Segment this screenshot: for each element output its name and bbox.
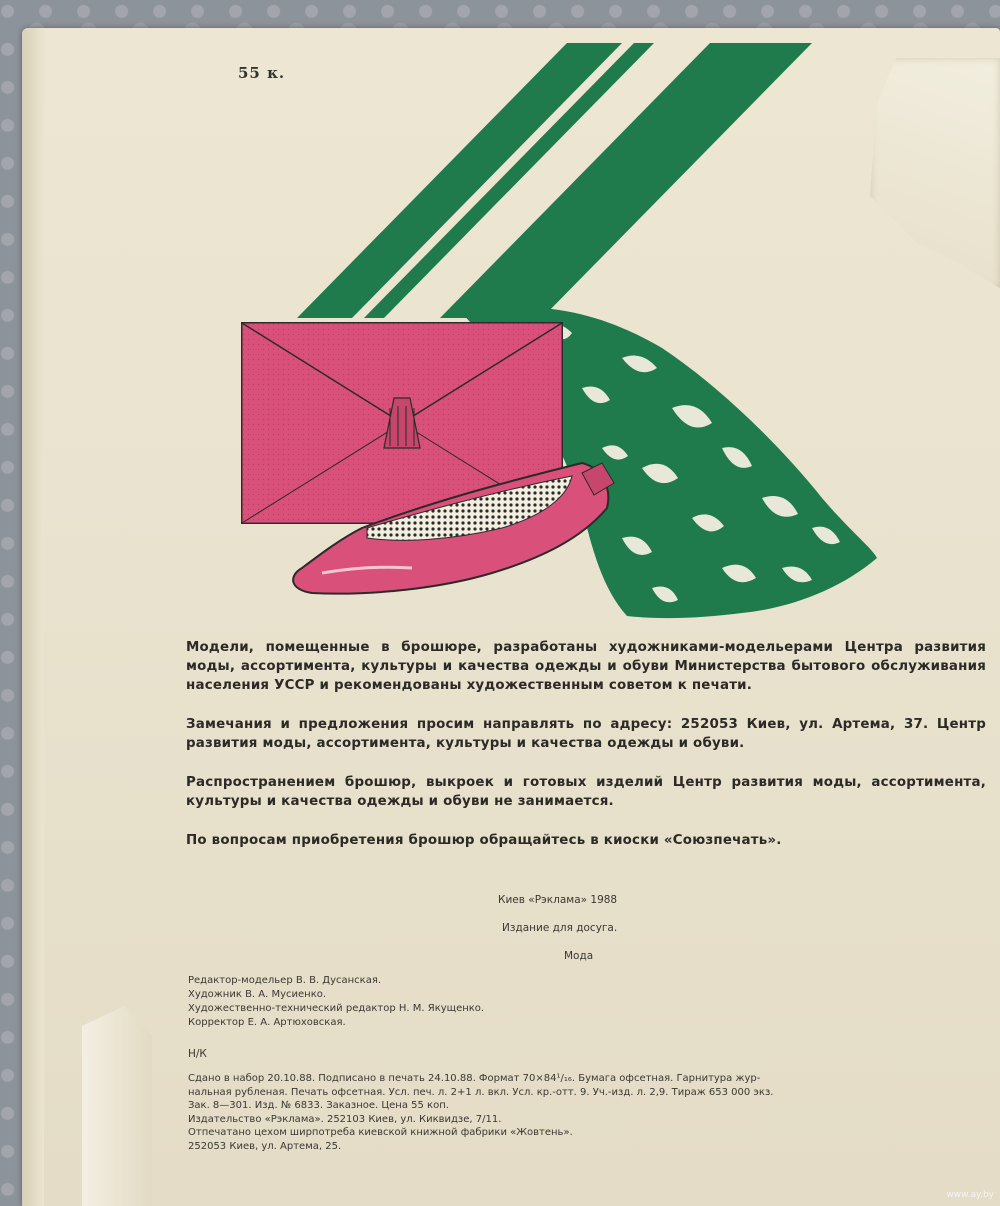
- imprint-line: нальная рубленая. Печать офсетная. Усл. печ. л. 2+1 л. вкл. Усл. кр.-отт. 9. Уч.-изд. л. 2,9. Тираж 653 000 экз.: [188, 1086, 774, 1098]
- imprint-line: Зак. 8—301. Изд. № 6833. Заказное. Цена 55 коп.: [188, 1100, 449, 1111]
- info-text-block: [186, 638, 986, 870]
- credit-proofreader: Корректор Е. А. Артюховская.: [188, 1017, 346, 1028]
- credit-editor: Редактор-модельер В. В. Дусанская.: [188, 975, 382, 986]
- publisher-line: Киев «Рэклама» 1988: [498, 894, 618, 906]
- site-watermark: www.ay.by: [946, 1190, 994, 1200]
- credit-tech-editor: Художественно-технический редактор Н. М. Якущенко.: [188, 1003, 485, 1014]
- imprint-line: Издательство «Рэклама». 252103 Киев, ул. Киквидзе, 7/11.: [188, 1113, 502, 1125]
- green-stripes: [297, 43, 812, 318]
- paragraph-purchase: По вопросам приобретения брошюр обращайтесь в киоски «Союзпечать».: [186, 833, 782, 848]
- edition-line: Издание для досуга.: [502, 922, 618, 934]
- booklet-back-cover: [22, 28, 1000, 1206]
- paragraph-address: Замечания и предложения просим направлять по адресу: 252053 Киев, ул. Артема, 37. Центр развития моды, ассортимента, культуры и качества одежды и обуви.: [186, 717, 986, 751]
- imprint-line: Сдано в набор 20.10.88. Подписано в печать 24.10.88. Формат 70×84¹/₁₆. Бумага офсетная. Гарнитура жур-: [188, 1073, 761, 1084]
- credit-artist: Художник В. А. Мусиенко.: [188, 989, 327, 1000]
- imprint-line: Отпечатано цехом ширпотреба киевской книжной фабрики «Жовтень».: [188, 1127, 573, 1138]
- paragraph-distribution: Распространением брошюр, выкроек и готовых изделий Центр развития моды, ассортимента, культуры и качества одежды и обуви не занимается.: [186, 775, 986, 809]
- price-label: 55 к.: [238, 64, 286, 82]
- subject-line: Мода: [564, 950, 594, 962]
- torn-bottom-edge: [82, 1006, 152, 1206]
- fashion-illustration: [22, 28, 1000, 648]
- imprint-block: [188, 1072, 978, 1153]
- credits-list: [188, 974, 484, 1030]
- imprint-line: 252053 Киев, ул. Артема, 25.: [188, 1140, 342, 1152]
- paragraph-authors: Модели, помещенные в брошюре, разработаны художниками-модельерами Центра развития моды, ассортимента, культуры и качества одежды и обуви Министерства бытового обслуживания населения УССР и рекомендованы художественным советом к печати.: [186, 640, 986, 693]
- nk-label: Н/К: [188, 1048, 207, 1060]
